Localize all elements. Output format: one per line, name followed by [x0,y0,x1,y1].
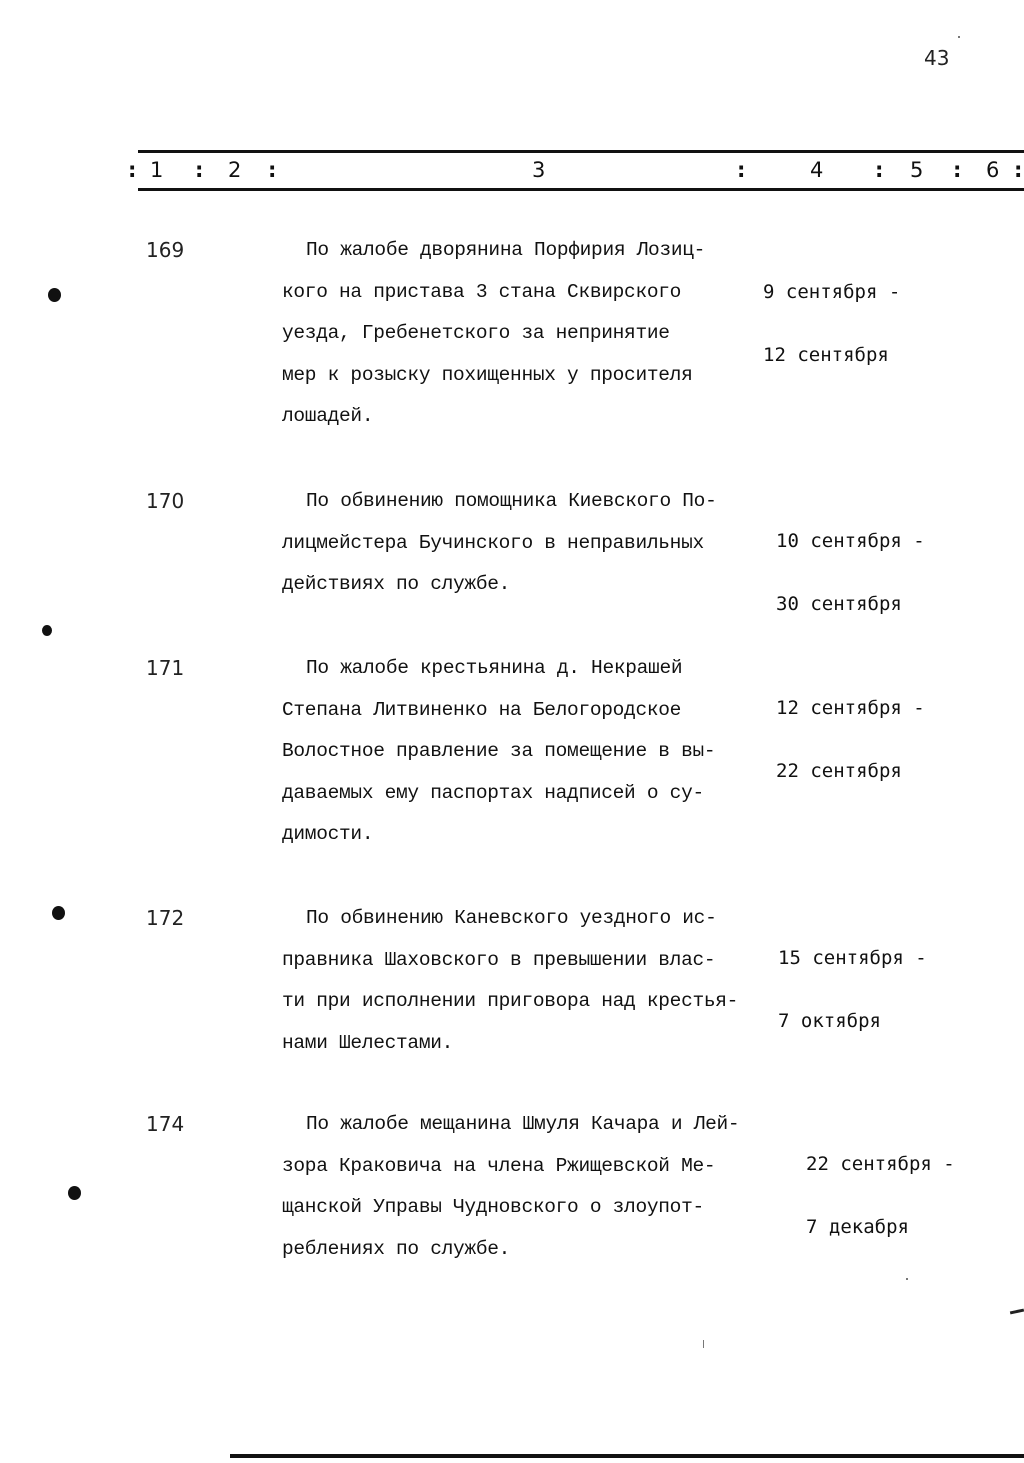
entry-dates [776,489,925,657]
date-start: 12 сентября - [776,697,925,719]
date-end: 22 сентября [776,760,902,782]
entry-number: 170 [146,489,185,513]
column-separator: : [1014,158,1023,182]
text-line: уезда, Гребенетского за непринятие [282,322,670,344]
header-rule-bottom [138,188,1024,191]
hole-punch-mark [48,288,61,302]
text-line: лицмейстера Бучинского в неправильных [282,531,704,554]
column-separator: : [737,158,746,182]
entry-description [282,481,782,606]
text-line: Волостное правление за помещение в вы- [282,740,716,762]
column-header-row [0,158,1024,186]
scan-speck [703,1340,704,1348]
entry-description [282,230,782,438]
column-separator: : [128,158,137,182]
column-header-1: 1 [150,158,164,182]
entry-dates [763,240,900,408]
date-start: 15 сентября - [778,947,927,969]
column-header-3: 3 [532,158,546,182]
text-line: щанской Управы Чудновского о злоупот- [282,1196,704,1218]
column-header-2: 2 [228,158,242,182]
column-separator: : [953,158,962,182]
text-line: По обвинению Каневского уездного ис- [306,907,717,929]
entry-dates [806,1112,955,1280]
text-line: лошадей. [282,405,374,427]
text-line: нами Шелестами. [282,1031,454,1054]
column-separator: : [268,158,277,182]
text-line: Степана Литвиненко на Белогородское [282,698,682,721]
entry-number: 174 [146,1112,185,1136]
column-separator: : [195,158,204,182]
page-bottom-edge [230,1454,1024,1458]
text-line: реблениях по службе. [282,1237,511,1260]
hole-punch-mark [52,906,65,920]
text-line: правника Шаховского в превышении влас- [282,948,716,971]
text-line: По жалобе мещанина Шмуля Качара и Лей- [306,1113,740,1135]
date-start: 9 сентября - [763,281,901,303]
date-start: 22 сентября - [806,1153,955,1175]
entry-description [282,648,782,856]
text-line: действиях по службе. [282,573,511,595]
hole-punch-mark [68,1186,81,1200]
text-line: даваемых ему паспортах надписей о су- [282,781,704,804]
text-line: ти при исполнении приговора над крестья- [282,990,739,1012]
entry-number: 171 [146,656,185,680]
entry-number: 169 [146,238,185,262]
entry-description [282,898,782,1064]
text-line: кого на пристава 3 стана Сквирского [282,280,682,303]
text-line: мер к розыску похищенных у просителя [282,363,693,386]
date-end: 7 декабря [806,1216,909,1238]
text-line: По жалобе дворянина Порфирия Лозиц- [306,239,706,261]
scan-speck [958,36,960,38]
date-end: 12 сентября [763,344,889,366]
scan-edge-mark [1010,1309,1024,1315]
entry-number: 172 [146,906,185,930]
column-header-4: 4 [810,158,824,182]
entry-description [282,1104,782,1270]
date-start: 10 сентября - [776,530,925,552]
date-end: 30 сентября [776,593,902,615]
header-rule-top [138,150,1024,153]
column-separator: : [875,158,884,182]
text-line: димости. [282,823,374,845]
entry-dates [776,656,925,824]
scan-speck [906,1278,908,1280]
entry-dates [778,906,927,1074]
text-line: По обвинению помощника Киевского По- [306,490,717,512]
text-line: зора Краковича на члена Ржищевской Ме- [282,1154,716,1177]
column-header-6: 6 [986,158,1000,182]
date-end: 7 октября [778,1010,881,1032]
hole-punch-mark [42,625,52,636]
text-line: По жалобе крестьянина д. Некрашей [306,657,683,679]
column-header-5: 5 [910,158,924,182]
page-number: 43 [924,46,950,70]
